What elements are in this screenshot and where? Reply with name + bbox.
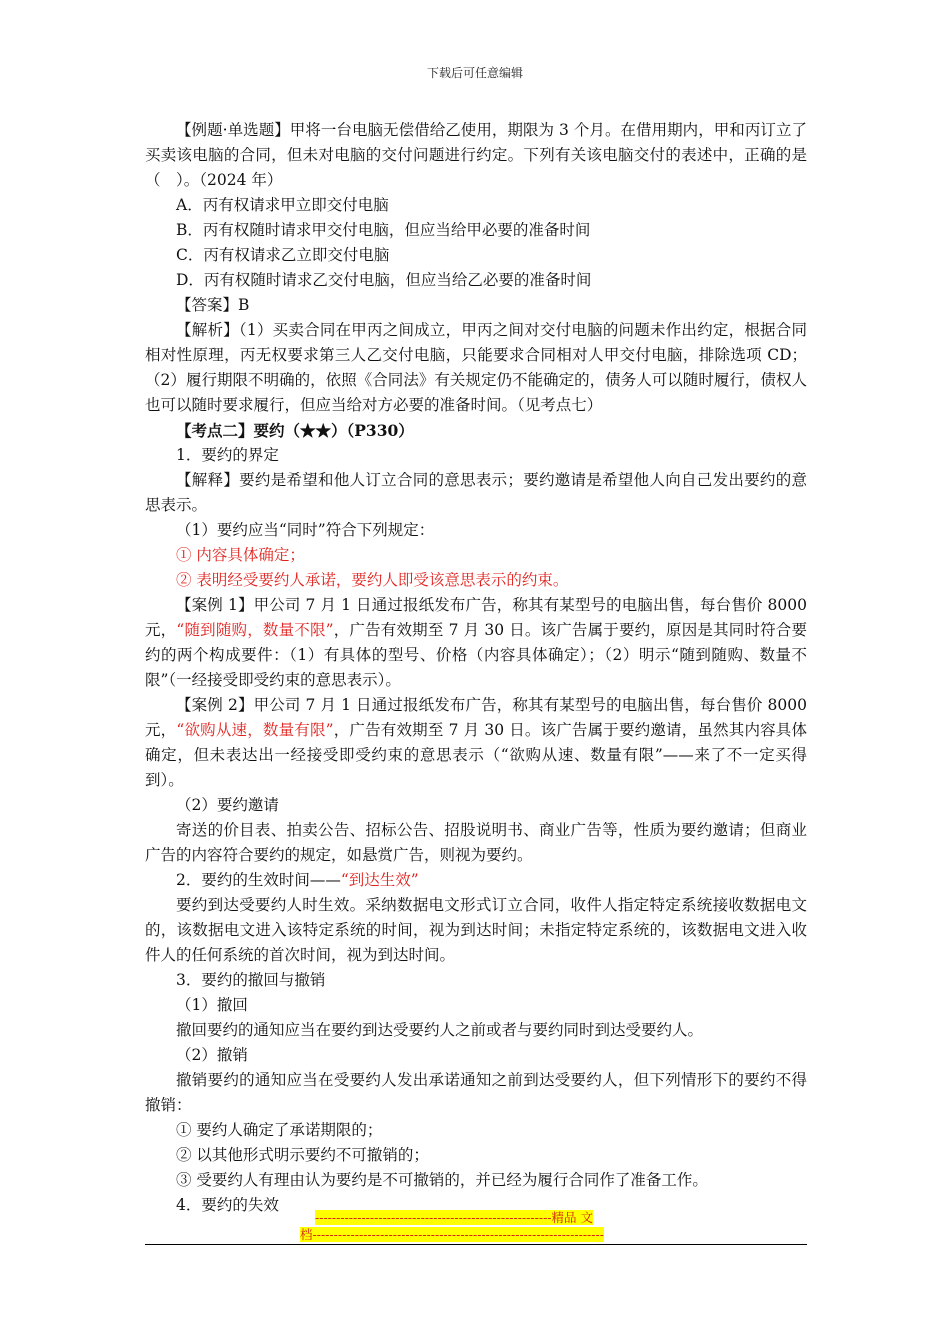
answer: 【答案】B xyxy=(176,296,250,314)
case-2-text-a: 【案例 2】甲公司 7 月 1 日通过报纸发布广告，称其有某型号的电脑出售，每台售价 8000 元， xyxy=(145,696,807,739)
footer-line-1: --------------------------------------------------------精品 文 xyxy=(315,1210,593,1225)
case-1-highlight: “随到随购，数量不限” xyxy=(176,621,334,639)
invitation-heading: （2）要约邀请 xyxy=(176,796,279,814)
invitation-text: 寄送的价目表、拍卖公告、招标公告、招股说明书、商业广告等，性质为要约邀请；但商业广告的内容符合要约的规定，如悬赏广告，则视为要约。 xyxy=(145,821,807,864)
revocation-item-3: ③ 受要约人有理由认为要约是不可撤销的，并已经为履行合同作了准备工作。 xyxy=(176,1171,708,1189)
revocation-item-1: ① 要约人确定了承诺期限的； xyxy=(176,1121,383,1139)
revocation-item-2: ② 以其他形式明示要约不可撤销的； xyxy=(176,1146,429,1164)
footer-banner xyxy=(300,1209,650,1243)
revocation-text: 撤销要约的通知应当在受要约人发出承诺通知之前到达受要约人，但下列情形下的要约不得撤销： xyxy=(145,1071,807,1114)
case-1 xyxy=(145,593,807,693)
subsection-2-title-highlight: “到达生效” xyxy=(340,871,419,889)
subsection-4-title: 4．要约的失效 xyxy=(176,1196,279,1214)
withdrawal-text: 撤回要约的通知应当在要约到达受要约人之前或者与要约同时到达受要约人。 xyxy=(176,1021,704,1039)
option-b: B．丙有权随时请求甲交付电脑，但应当给甲必要的准备时间 xyxy=(176,221,591,239)
case-1-text-a: 【案例 1】甲公司 7 月 1 日通过报纸发布广告，称其有某型号的电脑出售，每台售价 8000 元， xyxy=(145,596,807,639)
question-stem: 【例题·单选题】甲将一台电脑无偿借给乙使用，期限为 3 个月。在借用期内，甲和丙订立了买卖该电脑的合同，但未对电脑的交付问题进行约定。下列有关该电脑交付的表述中，正确的是（ ）。（2024 年） xyxy=(145,121,807,189)
subsection-2-title xyxy=(145,868,807,893)
footer-line-2: 档--------------------------------------------------------------------- xyxy=(300,1227,604,1242)
footer-divider xyxy=(145,1244,807,1245)
option-c: C．丙有权请求乙立即交付电脑 xyxy=(176,246,390,264)
case-1-text-b: ，广告有效期至 7 月 30 日。该广告属于要约，原因是其同时符合要约的两个构成要件：（1）有具体的型号、价格（内容具体确定）；（2）明示“随到随购、数量不限”（一经接受即受约束的意思表示）。 xyxy=(145,621,807,689)
offer-rule-2: ② 表明经受要约人承诺，要约人即受该意思表示的约束。 xyxy=(176,571,569,589)
subsection-2-title-text: 2．要约的生效时间—— xyxy=(176,871,341,889)
document-body xyxy=(145,118,807,1218)
effective-time-text: 要约到达受要约人时生效。采纳数据电文形式订立合同，收件人指定特定系统接收数据电文的，该数据电文进入该特定系统的时间，视为到达时间；未指定特定系统的，该数据电文进入收件人的任何系统的首次时间，视为到达时间。 xyxy=(145,896,807,964)
page-header: 下载后可任意编辑 xyxy=(426,66,523,80)
section-title: 【考点二】要约（★★）（P330） xyxy=(176,421,414,440)
subsection-1-title: 1．要约的界定 xyxy=(176,446,279,464)
subsection-3-title: 3．要约的撤回与撤销 xyxy=(176,971,326,989)
offer-rule-heading: （1）要约应当“同时”符合下列规定： xyxy=(176,521,435,539)
revocation-heading: （2）撤销 xyxy=(176,1046,248,1064)
analysis: 【解析】（1）买卖合同在甲丙之间成立，甲丙之间对交付电脑的问题未作出约定，根据合同相对性原理，丙无权要求第三人乙交付电脑，只能要求合同相对人甲交付电脑，排除选项 CD；（2）履行期限不明确的，依照《合同法》有关规定仍不能确定的，债务人可以随时履行，债权人也可以随时要求履行，但应当给对方必要的准备时间。（见考点七） xyxy=(145,321,807,414)
case-2-highlight: “欲购从速，数量有限” xyxy=(176,721,334,739)
withdrawal-heading: （1）撤回 xyxy=(176,996,248,1014)
explanation: 【解释】要约是希望和他人订立合同的意思表示；要约邀请是希望他人向自己发出要约的意思表示。 xyxy=(145,471,807,514)
case-2 xyxy=(145,693,807,793)
option-a: A．丙有权请求甲立即交付电脑 xyxy=(176,196,389,214)
option-d: D．丙有权随时请求乙交付电脑，但应当给乙必要的准备时间 xyxy=(176,271,592,289)
case-2-text-b: ，广告有效期至 7 月 30 日。该广告属于要约邀请，虽然其内容具体确定，但未表达出一经接受即受约束的意思表示（“欲购从速、数量有限”——来了不一定买得到）。 xyxy=(145,721,807,789)
offer-rule-1: ① 内容具体确定； xyxy=(176,546,305,564)
